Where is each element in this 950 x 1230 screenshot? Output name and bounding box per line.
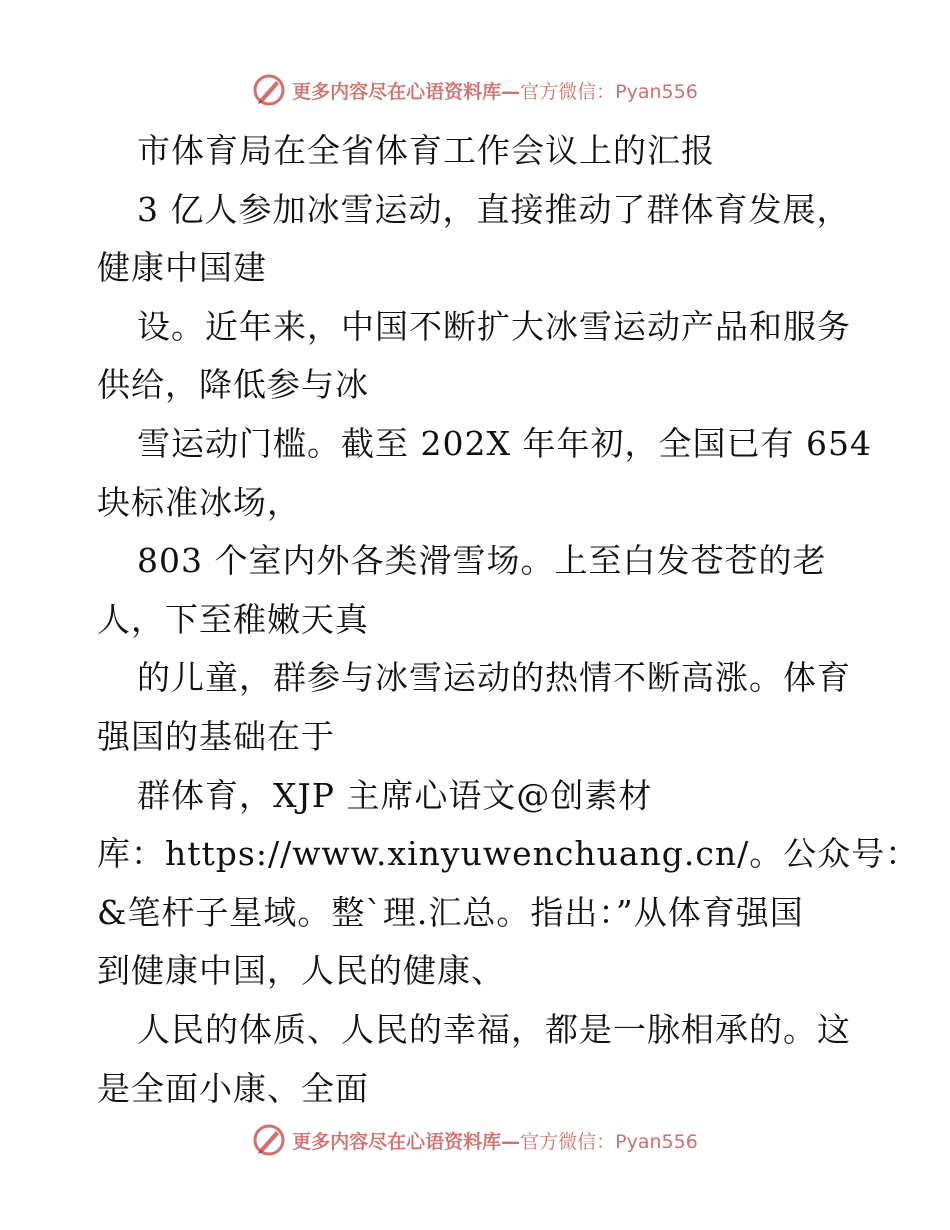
text-line: 供给，降低参与冰: [97, 365, 369, 405]
text-line: 是全面小康、全面: [97, 1068, 369, 1108]
footer-banner: [0, 1120, 950, 1160]
text-line: &笔杆子星域。整`理.汇总。指出：”从体育强国: [97, 892, 804, 932]
text-line: 群体育，XJP 主席心语文@创素材: [137, 775, 653, 815]
text-line: 强国的基础在于: [97, 716, 335, 756]
banner-text: 更多内容尽在心语资料库—官方微信：Pyan556: [292, 1130, 698, 1153]
text-line: 3 亿人参加冰雪运动，直接推动了群体育发展，: [137, 189, 851, 229]
pen-logo-icon: [252, 1123, 286, 1157]
text-line: 块标准冰场，: [97, 482, 301, 522]
text-line: 人民的体质、人民的幸福，都是一脉相承的。这: [137, 1009, 851, 1049]
document-body: [97, 122, 920, 1118]
banner-text: 更多内容尽在心语资料库—官方微信：Pyan556: [292, 80, 698, 103]
text-line: 的儿童，群参与冰雪运动的热情不断高涨。体育: [137, 658, 851, 698]
text-line: 803 个室内外各类滑雪场。上至白发苍苍的老: [137, 541, 827, 581]
text-line: 雪运动门槛。截至 202X 年年初，全国已有 654: [137, 423, 872, 463]
text-line: 健康中国建: [97, 248, 267, 288]
text-line: 库：https://www.xinyuwenchuang.cn/。公众号：: [97, 834, 920, 874]
text-line: 设。近年来，中国不断扩大冰雪运动产品和服务: [137, 306, 851, 346]
pen-logo-icon: [252, 73, 286, 107]
header-banner: [0, 70, 950, 110]
text-line: 人，下至稚嫩天真: [97, 599, 369, 639]
text-line: 市体育局在全省体育工作会议上的汇报: [137, 131, 715, 170]
text-line: 到健康中国，人民的健康、: [97, 951, 505, 991]
